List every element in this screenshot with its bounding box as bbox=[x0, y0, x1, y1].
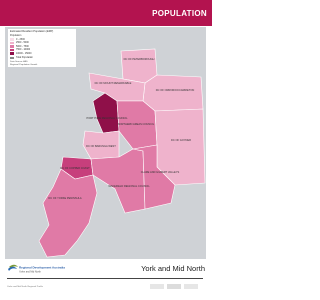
legend-item bbox=[10, 57, 70, 60]
legend-label: Total Population bbox=[16, 56, 34, 60]
legend-note: Regional Population Growth bbox=[10, 63, 38, 66]
legend-label: 2500 - 5000 bbox=[16, 41, 29, 45]
region-label: DC OF PETERBOROUGH bbox=[123, 58, 155, 61]
legend-label: 7500 - 10000 bbox=[16, 48, 31, 52]
footer-title: York and Mid North bbox=[141, 264, 205, 273]
region-label: DC OF COPPER COAST bbox=[60, 167, 90, 170]
logo-text: Regional Development Australia bbox=[19, 265, 65, 270]
map-legend bbox=[8, 29, 76, 67]
legend-label: 5000 - 7500 bbox=[16, 44, 29, 48]
legend-heading: Population bbox=[10, 34, 22, 37]
legend-item bbox=[10, 52, 70, 55]
region-label: DC OF GOYDER bbox=[170, 139, 192, 142]
legend-swatch bbox=[10, 45, 14, 48]
legend-title: Estimated Resident Population (ERP) bbox=[10, 30, 54, 33]
region-label: DC OF ORROROO/CARRIETON bbox=[155, 89, 195, 92]
partner-logo-icon bbox=[184, 284, 198, 289]
region-label: DC OF YORKE PENINSULA bbox=[48, 197, 82, 200]
legend-swatch bbox=[10, 42, 14, 45]
rda-logo bbox=[6, 263, 65, 277]
partner-logo-icon bbox=[167, 284, 181, 289]
legend-swatch bbox=[10, 52, 14, 55]
region-peterborough[interactable] bbox=[121, 49, 157, 83]
region-label: CLARE AND GILBERT VALLEYS bbox=[140, 171, 180, 174]
region-label: PORT PIRIE REGIONAL COUNCIL bbox=[86, 117, 128, 120]
legend-swatch bbox=[10, 38, 14, 41]
map-frame bbox=[5, 27, 206, 259]
partner-logo-icon bbox=[150, 284, 164, 289]
legend-swatch bbox=[10, 57, 14, 60]
logo-wave-icon bbox=[8, 267, 17, 271]
page-title: POPULATION bbox=[152, 9, 207, 18]
footer-caption: Yorke and Mid North Regional Profile bbox=[7, 286, 43, 288]
region-label: WAKEFIELD REGIONAL COUNCIL bbox=[108, 185, 150, 188]
footer-divider bbox=[7, 278, 203, 279]
region-orroroo-carrieton[interactable] bbox=[143, 75, 203, 111]
legend-swatch bbox=[10, 49, 14, 52]
legend-note: Data Source: ABS bbox=[10, 61, 28, 63]
region-label: DC OF BARUNGA WEST bbox=[86, 145, 116, 148]
region-label: NORTHERN AREAS COUNCIL bbox=[117, 123, 155, 126]
logo-subtext: Yorke and Mid North bbox=[19, 270, 41, 274]
page-header bbox=[0, 0, 212, 26]
legend-label: 10000 - 15000 bbox=[16, 51, 32, 55]
legend-label: 0 - 2500 bbox=[16, 37, 25, 41]
partner-logos bbox=[150, 283, 200, 290]
region-label: DC OF MOUNT REMARKABLE bbox=[94, 82, 132, 85]
